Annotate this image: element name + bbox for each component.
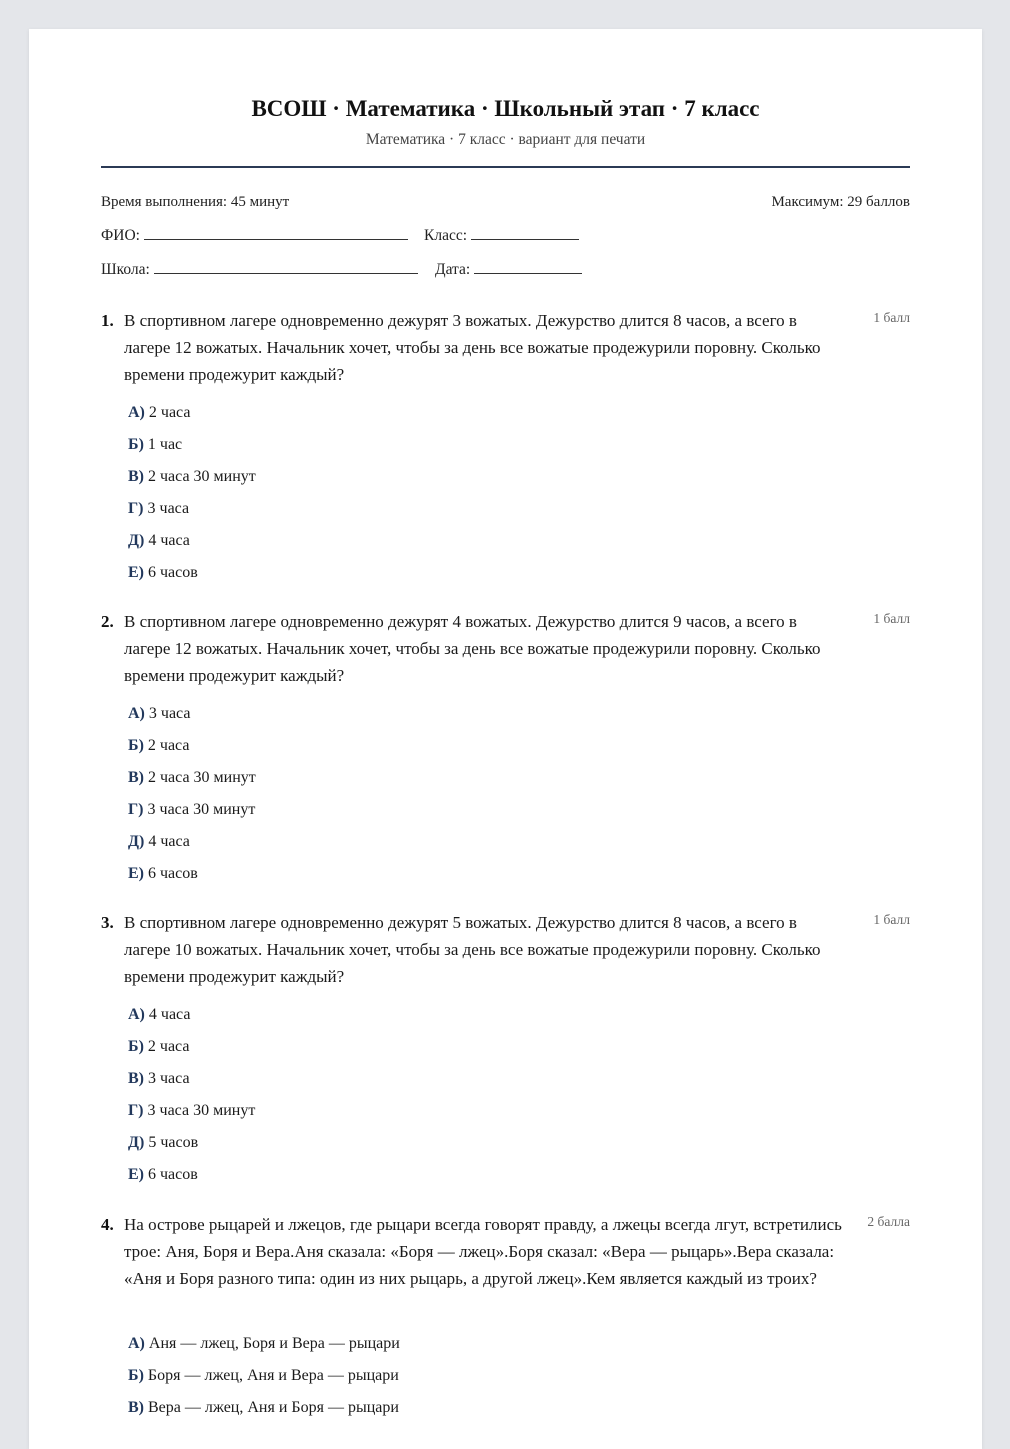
option-label: Д) [128, 1134, 145, 1151]
question-number: 2. [101, 612, 114, 631]
answer-option[interactable] [128, 1360, 910, 1392]
answer-option[interactable] [128, 999, 910, 1031]
page-subtitle: Математика · 7 класс · вариант для печати [365, 131, 646, 148]
answer-option[interactable] [128, 1095, 910, 1127]
question-number: 4. [101, 1215, 114, 1234]
answer-option[interactable] [128, 730, 910, 762]
answer-option[interactable] [128, 525, 910, 557]
option-label: В) [128, 769, 144, 786]
fio-blank[interactable] [144, 223, 408, 240]
answer-option[interactable] [128, 1159, 910, 1191]
option-text: 3 часа [147, 500, 190, 517]
option-text: 4 часа [148, 532, 190, 549]
option-label: Б) [128, 737, 144, 754]
fio-class-row [101, 223, 910, 247]
question-points: 1 балл [873, 912, 910, 927]
class-blank[interactable] [471, 223, 579, 240]
question-text: На острове рыцарей и лжецов, где рыцари всегда говорят правду, а лжецы всегда лгут, встретились трое: Аня, Боря и Вера.Аня сказала: «Боря — лжец».Боря сказал: «Вера — рыцарь».Вера сказала: «Аня и Боря разного типа: один из них рыцарь, а другой лжец».Кем является каждый из троих? [124, 1215, 842, 1288]
answer-option[interactable] [128, 794, 910, 826]
option-label: Е) [128, 865, 144, 882]
answer-option[interactable] [128, 493, 910, 525]
option-text: 2 часа 30 минут [148, 769, 256, 786]
option-text: Боря — лжец, Аня и Вера — рыцари [147, 1367, 399, 1384]
option-text: 4 часа [148, 1006, 191, 1023]
answer-option[interactable] [128, 397, 910, 429]
fio-field[interactable] [101, 223, 408, 248]
answer-option[interactable] [128, 826, 910, 858]
option-label: Д) [128, 532, 145, 549]
answer-option[interactable] [128, 461, 910, 493]
option-text: 5 часов [148, 1134, 199, 1151]
option-text: 3 часа 30 минут [147, 1102, 256, 1119]
question-points: 1 балл [873, 310, 910, 325]
option-text: 6 часов [148, 865, 198, 882]
option-text: 2 часа 30 минут [148, 468, 256, 485]
option-label: В) [128, 1399, 144, 1416]
question-number: 3. [101, 913, 114, 932]
option-text: 3 часа [148, 1070, 190, 1087]
option-label: Б) [128, 1038, 144, 1055]
answer-option[interactable] [128, 1328, 910, 1360]
option-text: 2 часа [148, 404, 191, 421]
option-label: Г) [128, 1102, 144, 1119]
question-text: В спортивном лагере одновременно дежурят 4 вожатых. Дежурство длится 9 часов, а всего в лагере 12 вожатых. Начальник хочет, чтобы за день все вожатые продежурили поровну. Сколько времени продежурит каждый? [124, 612, 821, 685]
option-text: Аня — лжец, Боря и Вера — рыцари [148, 1335, 400, 1352]
option-label: А) [128, 1006, 145, 1023]
option-label: А) [128, 705, 145, 722]
option-label: А) [128, 1335, 145, 1352]
date-field[interactable] [435, 257, 582, 282]
option-label: Г) [128, 801, 144, 818]
date-label: Дата: [435, 261, 471, 278]
answer-option[interactable] [128, 557, 910, 589]
school-label: Школа: [101, 261, 150, 278]
answer-option[interactable] [128, 762, 910, 794]
exam-meta [101, 191, 910, 213]
answer-option[interactable] [128, 1392, 910, 1424]
max-score: Максимум: 29 баллов [771, 194, 910, 210]
option-label: Г) [128, 500, 144, 517]
option-label: В) [128, 1070, 144, 1087]
option-label: Д) [128, 833, 145, 850]
option-text: 6 часов [148, 1166, 198, 1183]
question-number: 1. [101, 311, 114, 330]
option-text: 4 часа [148, 833, 190, 850]
answer-option[interactable] [128, 858, 910, 890]
question-text: В спортивном лагере одновременно дежурят 3 вожатых. Дежурство длится 8 часов, а всего в лагере 12 вожатых. Начальник хочет, чтобы за день все вожатые продежурили поровну. Сколько времени продежурит каждый? [124, 311, 821, 384]
option-text: Вера — лжец, Аня и Боря — рыцари [148, 1399, 399, 1416]
school-field[interactable] [101, 257, 418, 282]
option-text: 6 часов [148, 564, 198, 581]
school-date-row [101, 257, 910, 281]
class-field[interactable] [424, 223, 579, 248]
time-limit: Время выполнения: 45 минут [101, 194, 290, 210]
option-label: Е) [128, 564, 144, 581]
option-text: 1 час [147, 436, 183, 453]
school-blank[interactable] [154, 257, 418, 274]
question-points: 2 балла [867, 1214, 910, 1229]
option-label: Е) [128, 1166, 144, 1183]
answer-options [128, 397, 910, 589]
answer-option[interactable] [128, 698, 910, 730]
page-title: ВСОШ · Математика · Школьный этап · 7 класс [251, 96, 760, 121]
option-text: 3 часа 30 минут [147, 801, 256, 818]
answer-option[interactable] [128, 1063, 910, 1095]
header-divider [101, 166, 910, 168]
fio-label: ФИО: [101, 227, 140, 244]
question-points: 1 балл [873, 611, 910, 626]
option-label: Б) [128, 436, 144, 453]
option-label: В) [128, 468, 144, 485]
option-text: 2 часа [147, 737, 190, 754]
answer-options [128, 698, 910, 890]
option-text: 3 часа [148, 705, 191, 722]
answer-option[interactable] [128, 1031, 910, 1063]
option-label: А) [128, 404, 145, 421]
answer-option[interactable] [128, 1127, 910, 1159]
option-label: Б) [128, 1367, 144, 1384]
answer-options [128, 1328, 910, 1424]
option-text: 2 часа [147, 1038, 190, 1055]
answer-option[interactable] [128, 429, 910, 461]
question-text: В спортивном лагере одновременно дежурят 5 вожатых. Дежурство длится 8 часов, а всего в лагере 10 вожатых. Начальник хочет, чтобы за день все вожатые продежурили поровну. Сколько времени продежурит каждый? [124, 913, 821, 986]
date-blank[interactable] [474, 257, 582, 274]
answer-options [128, 999, 910, 1191]
class-label: Класс: [424, 227, 468, 244]
exam-sheet [29, 29, 982, 1449]
